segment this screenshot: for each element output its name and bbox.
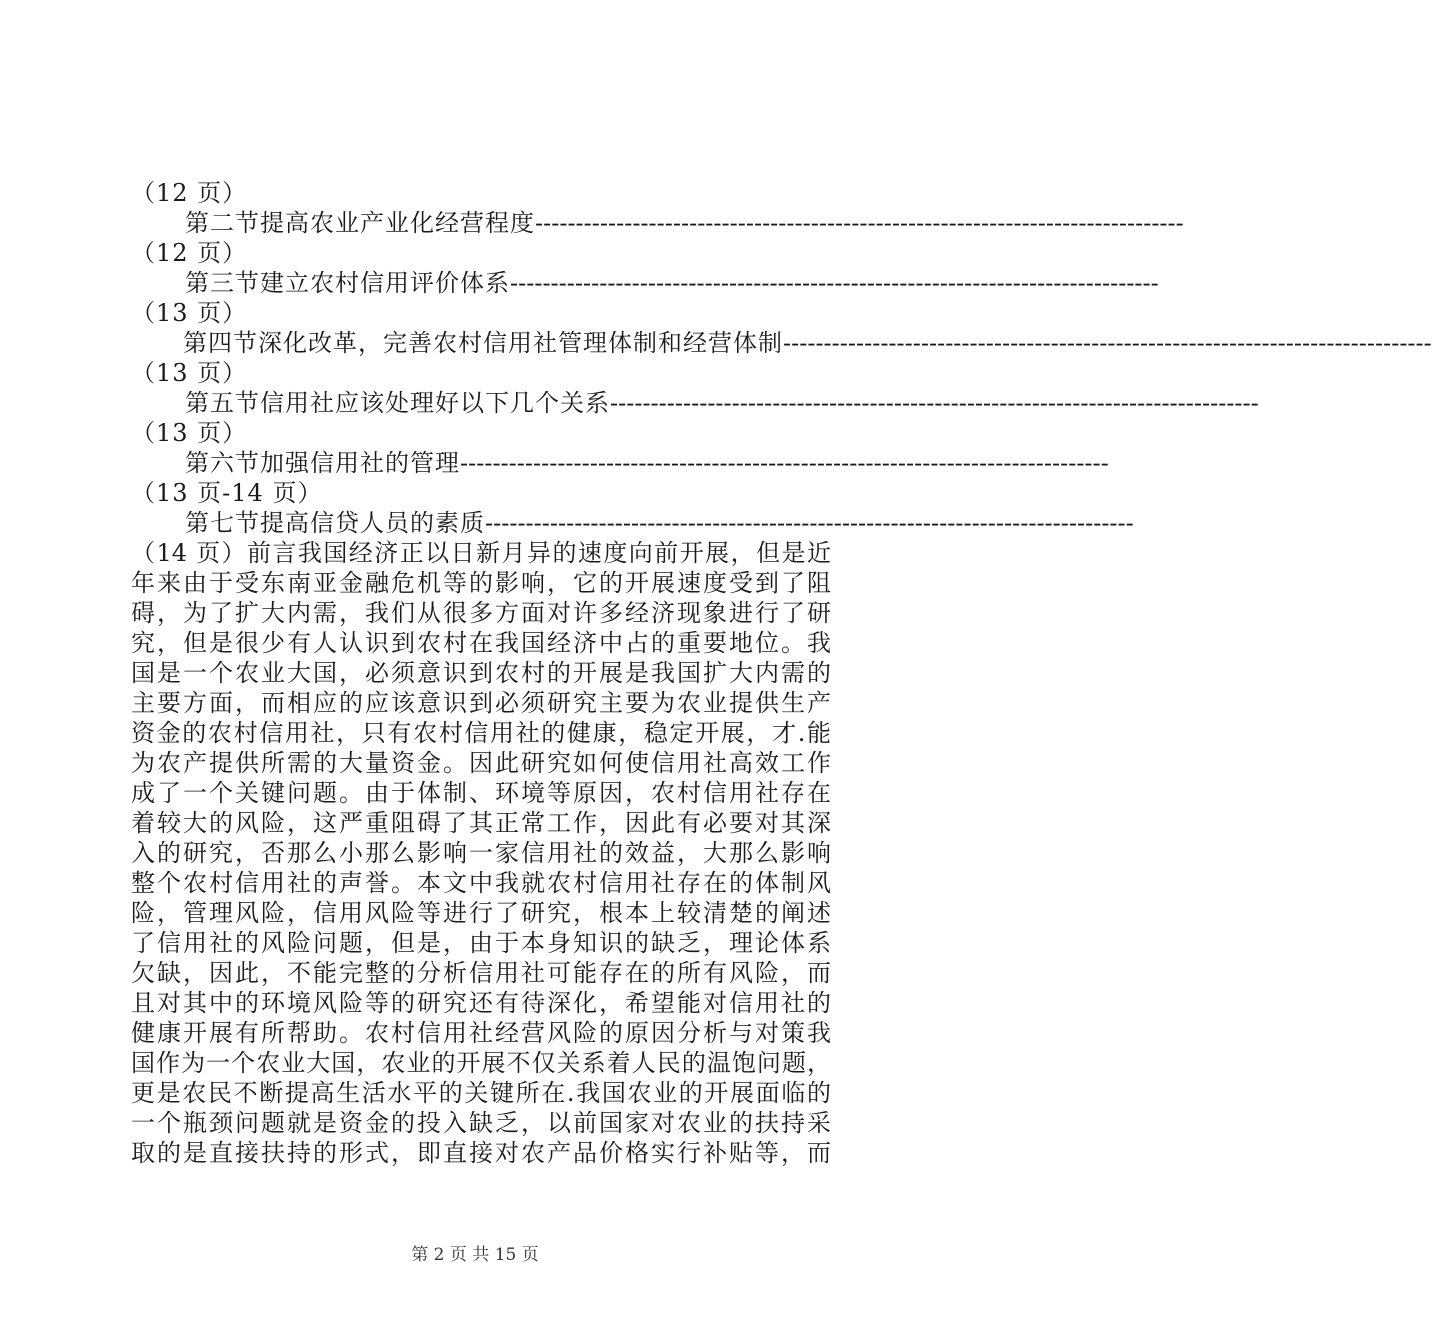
body-line: 且对其中的环境风险等的研究还有待深化，希望能对信用社的 bbox=[131, 989, 831, 1017]
toc-entry-title: 第二节提高农业产业化经营程度 bbox=[185, 209, 535, 237]
body-line: 取的是直接扶持的形式，即直接对农产品价格实行补贴等，而 bbox=[131, 1139, 831, 1167]
toc-page-ref: （13 页-14 页） bbox=[131, 479, 323, 507]
toc-entry-title: 第七节提高信贷人员的素质 bbox=[185, 509, 485, 537]
toc-entry-title: 第六节加强信用社的管理 bbox=[185, 449, 460, 477]
toc-entry bbox=[185, 448, 1109, 478]
body-line: 资金的农村信用社，只有农村信用社的健康，稳定开展，才.能 bbox=[131, 719, 831, 747]
body-line: 国是一个农业大国，必须意识到农村的开展是我国扩大内需的 bbox=[131, 659, 831, 687]
body-line: 更是农民不断提高生活水平的关键所在.我国农业的开展面临的 bbox=[131, 1079, 831, 1107]
toc-entry-title: 第四节深化改革，完善农村信用社管理体制和经营体制 bbox=[183, 329, 783, 357]
toc-entry-title: 第三节建立农村信用评价体系 bbox=[185, 269, 510, 297]
toc-page-ref: （12 页） bbox=[131, 239, 248, 267]
body-line: 为农产提供所需的大量资金。因此研究如何使信用社高效工作 bbox=[131, 749, 831, 777]
toc-entry bbox=[185, 508, 1134, 538]
body-line: 成了一个关键问题。由于体制、环境等原因，农村信用社存在 bbox=[131, 779, 831, 807]
body-line: 险，管理风险，信用风险等进行了研究，根本上较清楚的阐述 bbox=[131, 899, 831, 927]
toc-leader-dashes: -------------------------------------------------------------------------------- bbox=[510, 269, 1159, 297]
toc-entry-title: 第五节信用社应该处理好以下几个关系 bbox=[185, 389, 610, 417]
body-line: 了信用社的风险问题，但是，由于本身知识的缺乏，理论体系 bbox=[131, 929, 831, 957]
toc-leader-dashes: -------------------------------------------------------------------------------- bbox=[783, 329, 1432, 357]
body-line: 究，但是很少有人认识到农村在我国经济中占的重要地位。我 bbox=[131, 629, 831, 657]
body-line: 国作为一个农业大国，农业的开展不仅关系着人民的温饱问题， bbox=[131, 1049, 831, 1077]
toc-entry bbox=[185, 208, 1184, 238]
toc-leader-dashes: -------------------------------------------------------------------------------- bbox=[535, 209, 1184, 237]
body-line: 整个农村信用社的声誉。本文中我就农村信用社存在的体制风 bbox=[131, 869, 831, 897]
toc-page-ref: （13 页） bbox=[131, 359, 248, 387]
body-line: 着较大的风险，这严重阻碍了其正常工作，因此有必要对其深 bbox=[131, 809, 831, 837]
toc-leader-dashes: -------------------------------------------------------------------------------- bbox=[485, 509, 1134, 537]
toc-leader-dashes: -------------------------------------------------------------------------------- bbox=[460, 449, 1109, 477]
toc-entry bbox=[185, 388, 1259, 418]
toc-entry bbox=[185, 268, 1159, 298]
body-line: 欠缺，因此，不能完整的分析信用社可能存在的所有风险，而 bbox=[131, 959, 831, 987]
toc-entry bbox=[183, 328, 1432, 358]
body-line: 年来由于受东南亚金融危机等的影响，它的开展速度受到了阻 bbox=[131, 569, 831, 597]
body-line: 入的研究，否那么小那么影响一家信用社的效益，大那么影响 bbox=[131, 839, 831, 867]
body-line: 一个瓶颈问题就是资金的投入缺乏，以前国家对农业的扶持采 bbox=[131, 1109, 831, 1137]
toc-page-ref: （13 页） bbox=[131, 299, 248, 327]
body-line: （14 页）前言我国经济正以日新月异的速度向前开展，但是近 bbox=[131, 539, 831, 567]
body-line: 健康开展有所帮助。农村信用社经营风险的原因分析与对策我 bbox=[131, 1019, 831, 1047]
toc-page-ref: （13 页） bbox=[131, 419, 248, 447]
body-line: 碍，为了扩大内需，我们从很多方面对许多经济现象进行了研 bbox=[131, 599, 831, 627]
toc-page-ref: （12 页） bbox=[131, 179, 248, 207]
toc-leader-dashes: -------------------------------------------------------------------------------- bbox=[610, 389, 1259, 417]
body-line: 主要方面，而相应的应该意识到必须研究主要为农业提供生产 bbox=[131, 689, 831, 717]
page-footer: 第 2 页 共 15 页 bbox=[411, 1245, 539, 1265]
